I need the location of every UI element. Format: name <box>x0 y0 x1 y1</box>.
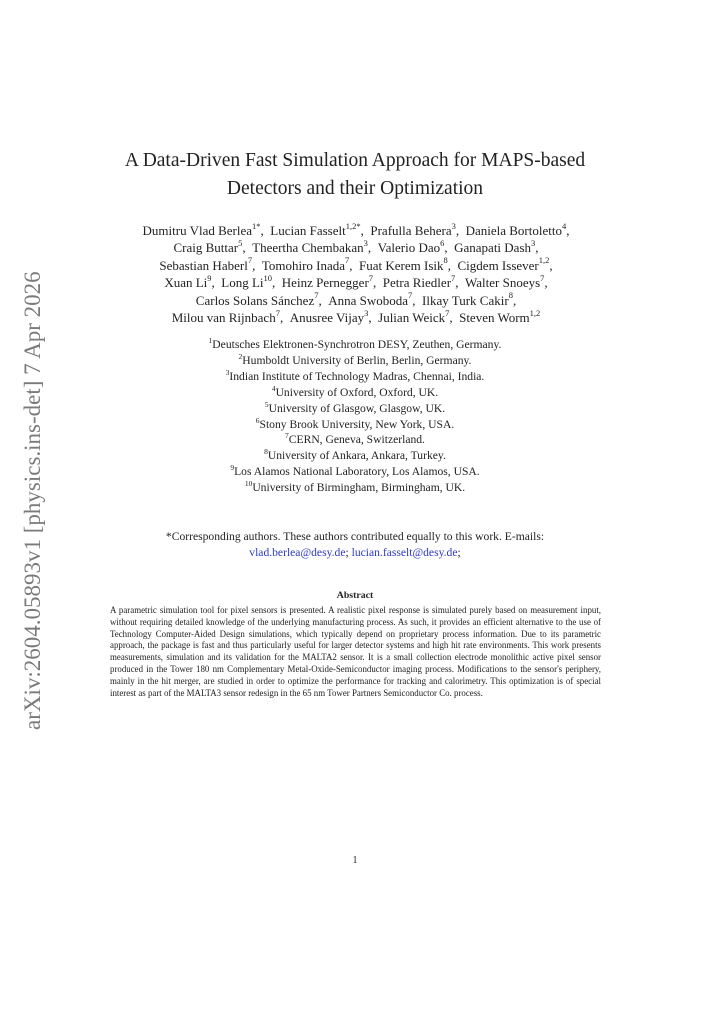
author-name: Petra Riedler <box>382 275 452 291</box>
author-name: Cigdem Issever <box>457 257 539 273</box>
affiliation-number: 6 <box>255 415 260 425</box>
author-line: Craig Buttar$^5$, Theertha Chembakan$^3$, Valerio Dao$^6$, Ganapati Dash$^3$, <box>173 238 539 256</box>
author-affiliation-marker: 7 <box>314 290 319 301</box>
author <box>261 255 350 273</box>
author-name: Milou van Rijnbach <box>171 310 276 326</box>
email-line: vlad.berlea@desy.de; lucian.fasselt@desy.de; <box>249 546 461 559</box>
affiliation-text: Deutsches Elektronen-Synchrotron DESY, Zeuthen, Germany. <box>212 338 502 351</box>
affiliation-text: University of Ankara, Ankara, Turkey. <box>267 449 446 463</box>
author <box>164 272 212 291</box>
affiliation <box>95 448 615 464</box>
author-affiliation-marker: 8 <box>443 255 448 266</box>
email-link-fasselt[interactable]: lucian.fasselt@desy.de <box>351 546 458 559</box>
affiliation <box>95 353 615 369</box>
affiliation-number: 1 <box>208 336 213 346</box>
author-affiliation-marker: 1,2 <box>529 307 541 318</box>
title-line: A Data-Driven Fast Simulation Approach for MAPS-based <box>124 150 586 171</box>
author <box>142 220 261 238</box>
author-affiliation-marker: 5 <box>238 238 243 249</box>
author-affiliation-marker: 7 <box>247 255 253 266</box>
author-name: Anusree Vijay <box>289 310 365 326</box>
affiliation <box>95 432 615 448</box>
author-name: Heinz Pernegger <box>281 275 369 291</box>
abstract-heading: Abstract <box>336 590 374 601</box>
author-affiliation-marker: 10 <box>263 272 273 283</box>
author <box>195 290 319 308</box>
author-line: Dumitru Vlad Berlea$^{1*}$, Lucian Fasselt$^{1,2*}$, Prafulla Behera$^3$, Daniela Bortoletto$^4$, <box>142 220 570 238</box>
author <box>252 240 368 255</box>
author <box>382 272 456 291</box>
author-name: Dumitru Vlad Berlea <box>142 223 253 238</box>
author-name: Walter Snoeys <box>465 275 541 291</box>
author-name: Ilkay Turk Cakir <box>422 292 509 308</box>
affiliation-text: University of Oxford, Oxford, UK. <box>275 385 439 399</box>
affiliation-number: 5 <box>264 399 269 409</box>
author-name: Long Li <box>221 275 264 291</box>
author <box>454 240 535 255</box>
author-affiliation-marker: 7 <box>540 272 545 283</box>
author-name: Prafulla Behera <box>370 223 452 238</box>
author-name: Xuan Li <box>164 275 208 291</box>
corresponding-text: *Corresponding authors. These authors contributed equally to this work. E-mails: <box>165 530 545 543</box>
author <box>270 220 361 238</box>
author <box>465 220 567 238</box>
affiliation-text: University of Birmingham, Birmingham, UK. <box>252 481 466 495</box>
affiliation-text: Indian Institute of Technology Madras, Chennai, India. <box>229 369 485 383</box>
affiliation-text: CERN, Geneva, Switzerland. <box>288 433 425 447</box>
author-affiliation-marker: 7 <box>368 272 374 283</box>
author-name: Julian Weick <box>378 310 446 326</box>
affiliation-number: 10 <box>244 479 253 489</box>
email-link-berlea[interactable]: vlad.berlea@desy.de <box>249 546 346 559</box>
author-affiliation-marker: 6 <box>440 238 445 249</box>
author <box>221 272 273 291</box>
affiliation <box>95 369 615 385</box>
affiliation <box>95 480 615 496</box>
author <box>328 290 413 308</box>
author <box>457 255 550 273</box>
author-affiliation-marker: 7 <box>345 255 350 266</box>
page-number: 1 <box>352 855 358 866</box>
affiliation-number: 7 <box>285 431 289 441</box>
author-line: Sebastian Haberl$^7$, Tomohiro Inada$^7$, Fuat Kerem Isik$^8$, Cigdem Issever$^{1,2}$, <box>159 255 553 273</box>
affiliation-number: 3 <box>225 367 230 377</box>
affiliation-number: 4 <box>271 383 276 393</box>
author-affiliation-marker: 3 <box>531 238 536 249</box>
affiliation <box>95 401 615 417</box>
author-name: Steven Worm <box>459 310 530 326</box>
author <box>459 307 541 326</box>
author-name: Carlos Solans Sánchez <box>195 292 315 308</box>
affiliation-number: 9 <box>230 463 235 473</box>
affiliation-list <box>95 337 615 496</box>
author-affiliation-marker: 1,2* <box>345 220 361 231</box>
author-name: Tomohiro Inada <box>261 257 346 273</box>
abstract-text: A parametric simulation tool for pixel sensors is presented. A realistic pixel response is simulated purely based on measurement input, without requiring detailed knowledge of the underlying manufacturing process. As such, it provides an efficient alternative to the use of Technology Computer-Aided Design simulations, which typically depend on proprietary process information. Due to its parametric approach, the package is fast and thus particularly useful for larger detector systems and high hit rate environments. This work presents measurements, simulation and its validation for the MALTA2 sensor. It is a small collection electrode monolithic active pixel sensor produced in the Tower 180 nm Complementary Metal-Oxide-Semiconductor imaging process. Modifications to the sensor's periphery, mainly in the hit merger, are studied in order to optimize the performance for tracking and calorimetry. This optimization is of special interest as part of the MALTA3 sensor redesign in the 65 nm Tower Partners Semiconductor Co. process. <box>110 605 601 698</box>
author-name: Lucian Fasselt <box>270 223 346 238</box>
affiliation-text: Los Alamos National Laboratory, Los Alamos, USA. <box>234 465 480 479</box>
author-name: Ganapati Dash <box>454 240 532 256</box>
author <box>173 240 242 255</box>
affiliation-text: Humboldt University of Berlin, Berlin, Germany. <box>242 353 472 367</box>
corresponding-authors-note <box>95 529 615 561</box>
author <box>281 272 374 291</box>
affiliation-number: 2 <box>238 352 243 362</box>
author-name: Theertha Chembakan <box>252 240 364 256</box>
affiliation <box>95 337 615 353</box>
author-affiliation-marker: 4 <box>561 220 567 231</box>
author <box>171 307 280 326</box>
author-line: Xuan Li$^9$, Long Li$^{10}$, Heinz Pernegger$^7$, Petra Riedler$^7$, Walter Snoeys$^7$, <box>164 272 548 291</box>
paper-title <box>95 147 615 203</box>
author-name: Anna Swoboda <box>328 292 409 308</box>
author-affiliation-marker: 1* <box>252 220 261 231</box>
author <box>465 272 545 291</box>
affiliation <box>95 385 615 401</box>
affiliation-number: 8 <box>264 447 268 457</box>
affiliation <box>95 464 615 480</box>
author-affiliation-marker: 3 <box>451 220 456 231</box>
author-affiliation-marker: 8 <box>508 290 513 301</box>
author <box>422 290 513 308</box>
author <box>289 307 369 326</box>
author-name: Fuat Kerem Isik <box>359 257 444 273</box>
author <box>159 255 253 273</box>
author <box>370 220 456 238</box>
author <box>378 240 445 255</box>
author <box>359 255 448 273</box>
author-affiliation-marker: 7 <box>275 307 280 318</box>
author-name: Daniela Bortoletto <box>465 223 562 238</box>
author-affiliation-marker: 3 <box>363 238 368 249</box>
author-line: Carlos Solans Sánchez$^7$, Anna Swoboda$^7$, Ilkay Turk Cakir$^8$, <box>195 290 517 308</box>
author-affiliation-marker: 7 <box>408 290 413 301</box>
arxiv-identifier-stamp: arXiv:2604.05893v1 [physics.ins-det] 7 Apr 2026 <box>20 271 45 730</box>
author-list <box>78 222 634 326</box>
author-affiliation-marker: 1,2 <box>538 255 550 266</box>
author-line: Milou van Rijnbach$^7$, Anusree Vijay$^3$, Julian Weick$^7$, Steven Worm$^{1,2}$ <box>171 307 541 326</box>
author-affiliation-marker: 3 <box>364 307 369 318</box>
author-name: Valerio Dao <box>377 240 441 256</box>
author-name: Sebastian Haberl <box>159 257 248 273</box>
author-affiliation-marker: 9 <box>207 272 212 283</box>
title-line: Detectors and their Optimization <box>226 178 484 199</box>
affiliation <box>95 417 615 433</box>
author <box>378 307 450 326</box>
affiliation-text: Stony Brook University, New York, USA. <box>259 417 455 431</box>
author-affiliation-marker: 7 <box>451 272 456 283</box>
author-affiliation-marker: 7 <box>445 307 450 318</box>
author-name: Craig Buttar <box>173 240 239 256</box>
affiliation-text: University of Glasgow, Glasgow, UK. <box>268 401 446 415</box>
